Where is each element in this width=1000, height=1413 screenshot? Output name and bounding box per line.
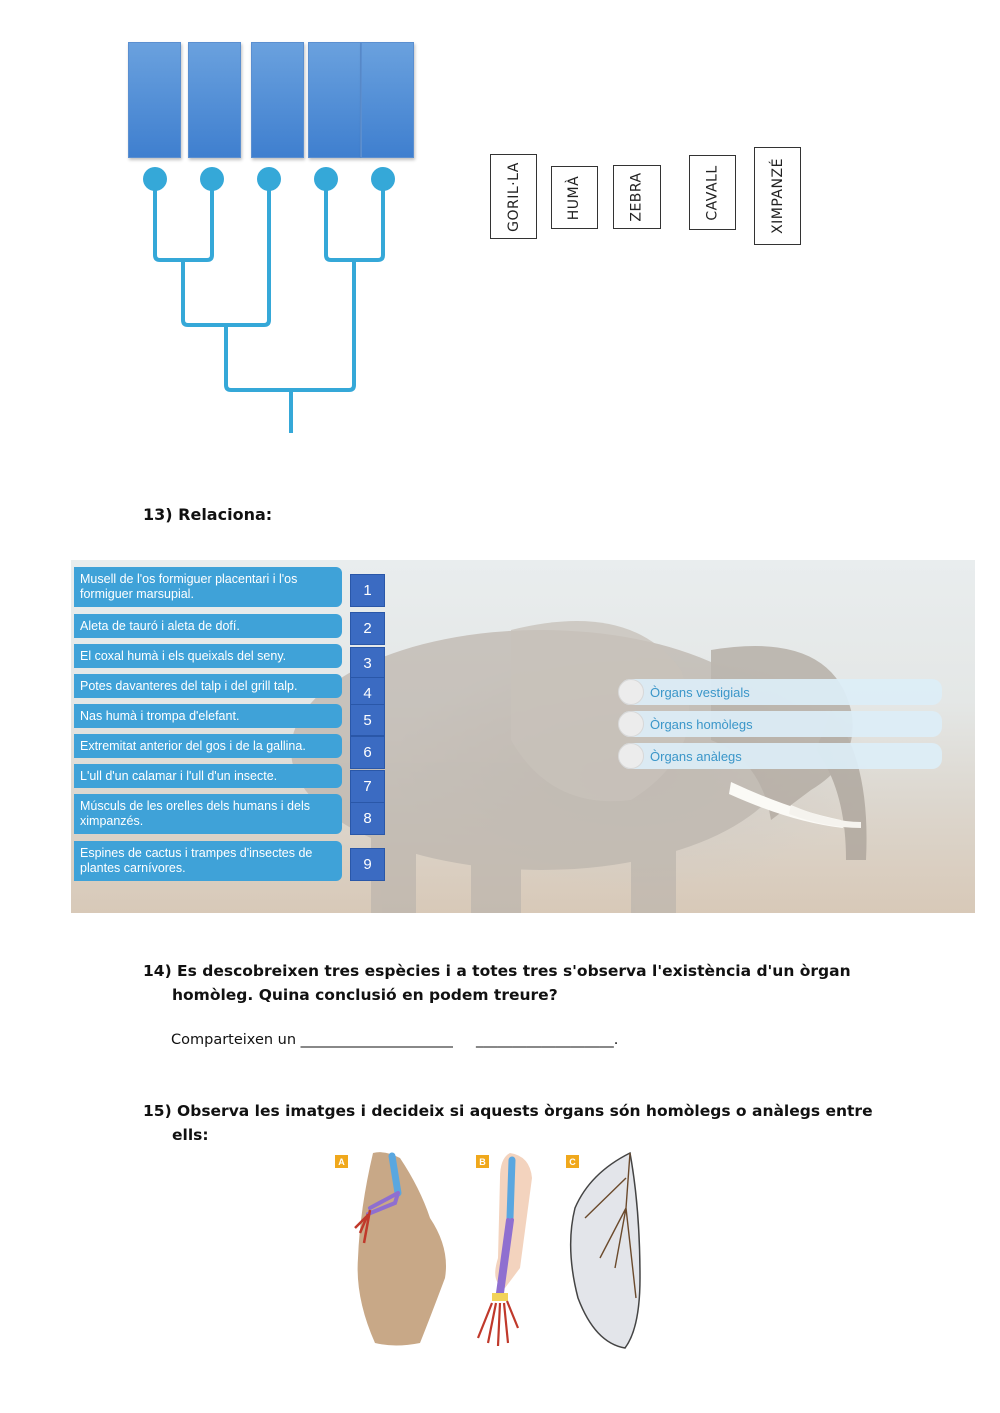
- match-item-1[interactable]: [74, 567, 342, 607]
- tree-branch: [291, 260, 354, 390]
- match-number-6[interactable]: 6: [350, 736, 385, 769]
- match-item-text: Musell de l'os formiguer placentari i l'os formiguer marsupial.: [80, 572, 298, 601]
- match-item-9[interactable]: [74, 841, 342, 881]
- species-label: ZEBRA: [629, 172, 645, 222]
- phylogenetic-tree: [0, 0, 460, 440]
- q14-question-line2: homòleg. Quina conclusió en podem treure?: [172, 986, 558, 1004]
- organ-illustrations: [340, 1148, 660, 1353]
- species-card-zebra[interactable]: [613, 165, 661, 229]
- matching-exercise: [71, 560, 975, 913]
- species-label: CAVALL: [704, 164, 721, 221]
- match-item-text: Aleta de tauró i aleta de dofí.: [80, 618, 240, 633]
- match-item-7[interactable]: [74, 764, 342, 788]
- q14-answer-line[interactable]: Comparteixen un _____________________ ___________________.: [171, 1032, 619, 1048]
- species-card-chimpanzee[interactable]: [754, 147, 801, 245]
- match-item-text: Extremitat anterior del gos i de la gallina.: [80, 738, 306, 753]
- category-label: Òrgans homòlegs: [650, 716, 753, 732]
- category-homologous-organs[interactable]: [620, 711, 942, 737]
- match-item-text: Nas humà i trompa d'elefant.: [80, 708, 240, 723]
- q14-question-line1: 14) Es descobreixen tres espècies i a totes tres s'observa l'existència d'un òrgan: [143, 962, 851, 980]
- tree-branch: [226, 325, 291, 390]
- match-number-8[interactable]: 8: [350, 802, 385, 835]
- radio-circle-icon[interactable]: [618, 711, 644, 737]
- tree-node: [143, 167, 167, 191]
- radio-circle-icon[interactable]: [618, 679, 644, 705]
- match-item-text: Potes davanteres del talp i del grill talp.: [80, 678, 298, 693]
- tree-branch: [226, 180, 269, 325]
- species-label: HUMÀ: [566, 175, 583, 220]
- match-item-8[interactable]: [74, 794, 342, 834]
- species-card-human[interactable]: [551, 166, 598, 229]
- q13-heading: 13) Relaciona:: [143, 505, 273, 524]
- match-item-text: Espines de cactus i trampes d'insectes de plantes carnívores.: [80, 846, 313, 875]
- tree-branch: [155, 180, 183, 260]
- tree-node: [257, 167, 281, 191]
- match-number-7[interactable]: 7: [350, 770, 385, 803]
- match-item-text: El coxal humà i els queixals del seny.: [80, 648, 287, 663]
- species-card-gorilla[interactable]: [490, 154, 537, 239]
- figure-label-a: A: [335, 1155, 348, 1168]
- tree-branch: [326, 180, 354, 260]
- tree-branch: [354, 180, 383, 260]
- radio-circle-icon[interactable]: [618, 743, 644, 769]
- match-item-text: L'ull d'un calamar i l'ull d'un insecte.: [80, 768, 278, 783]
- figure-label-b: B: [476, 1155, 489, 1168]
- match-item-5[interactable]: [74, 704, 342, 728]
- tree-branch: [183, 180, 212, 260]
- flipper-illustration: [355, 1152, 446, 1345]
- tree-node: [314, 167, 338, 191]
- match-number-3[interactable]: 3: [350, 647, 385, 679]
- match-number-5[interactable]: 5: [350, 704, 385, 736]
- wing-illustration: [571, 1153, 640, 1348]
- species-label: GORIL·LA: [505, 161, 522, 232]
- tree-node: [371, 167, 395, 191]
- match-item-2[interactable]: [74, 614, 342, 638]
- match-number-1[interactable]: 1: [350, 574, 385, 607]
- q15-question-line1: 15) Observa les imatges i decideix si aquests òrgans són homòlegs o anàlegs entre: [143, 1102, 873, 1120]
- category-analogous-organs[interactable]: [620, 743, 942, 769]
- q15-question-line2: ells:: [172, 1126, 209, 1144]
- match-item-6[interactable]: [74, 734, 342, 758]
- match-item-4[interactable]: [74, 674, 342, 698]
- tree-branch: [183, 260, 226, 325]
- human-arm-illustration: [478, 1153, 532, 1346]
- figure-label-c: C: [566, 1155, 579, 1168]
- species-label: XIMPANZÉ: [769, 158, 786, 234]
- match-number-9[interactable]: 9: [350, 848, 385, 881]
- match-number-2[interactable]: 2: [350, 612, 385, 645]
- match-item-text: Músculs de les orelles dels humans i dels ximpanzés.: [80, 799, 310, 828]
- tree-node: [200, 167, 224, 191]
- category-vestigial-organs[interactable]: [620, 679, 942, 705]
- match-item-3[interactable]: [74, 644, 342, 668]
- species-card-horse[interactable]: [689, 155, 736, 230]
- category-label: Òrgans anàlegs: [650, 748, 742, 764]
- match-number-4[interactable]: 4: [350, 677, 385, 710]
- category-label: Òrgans vestigials: [650, 684, 750, 700]
